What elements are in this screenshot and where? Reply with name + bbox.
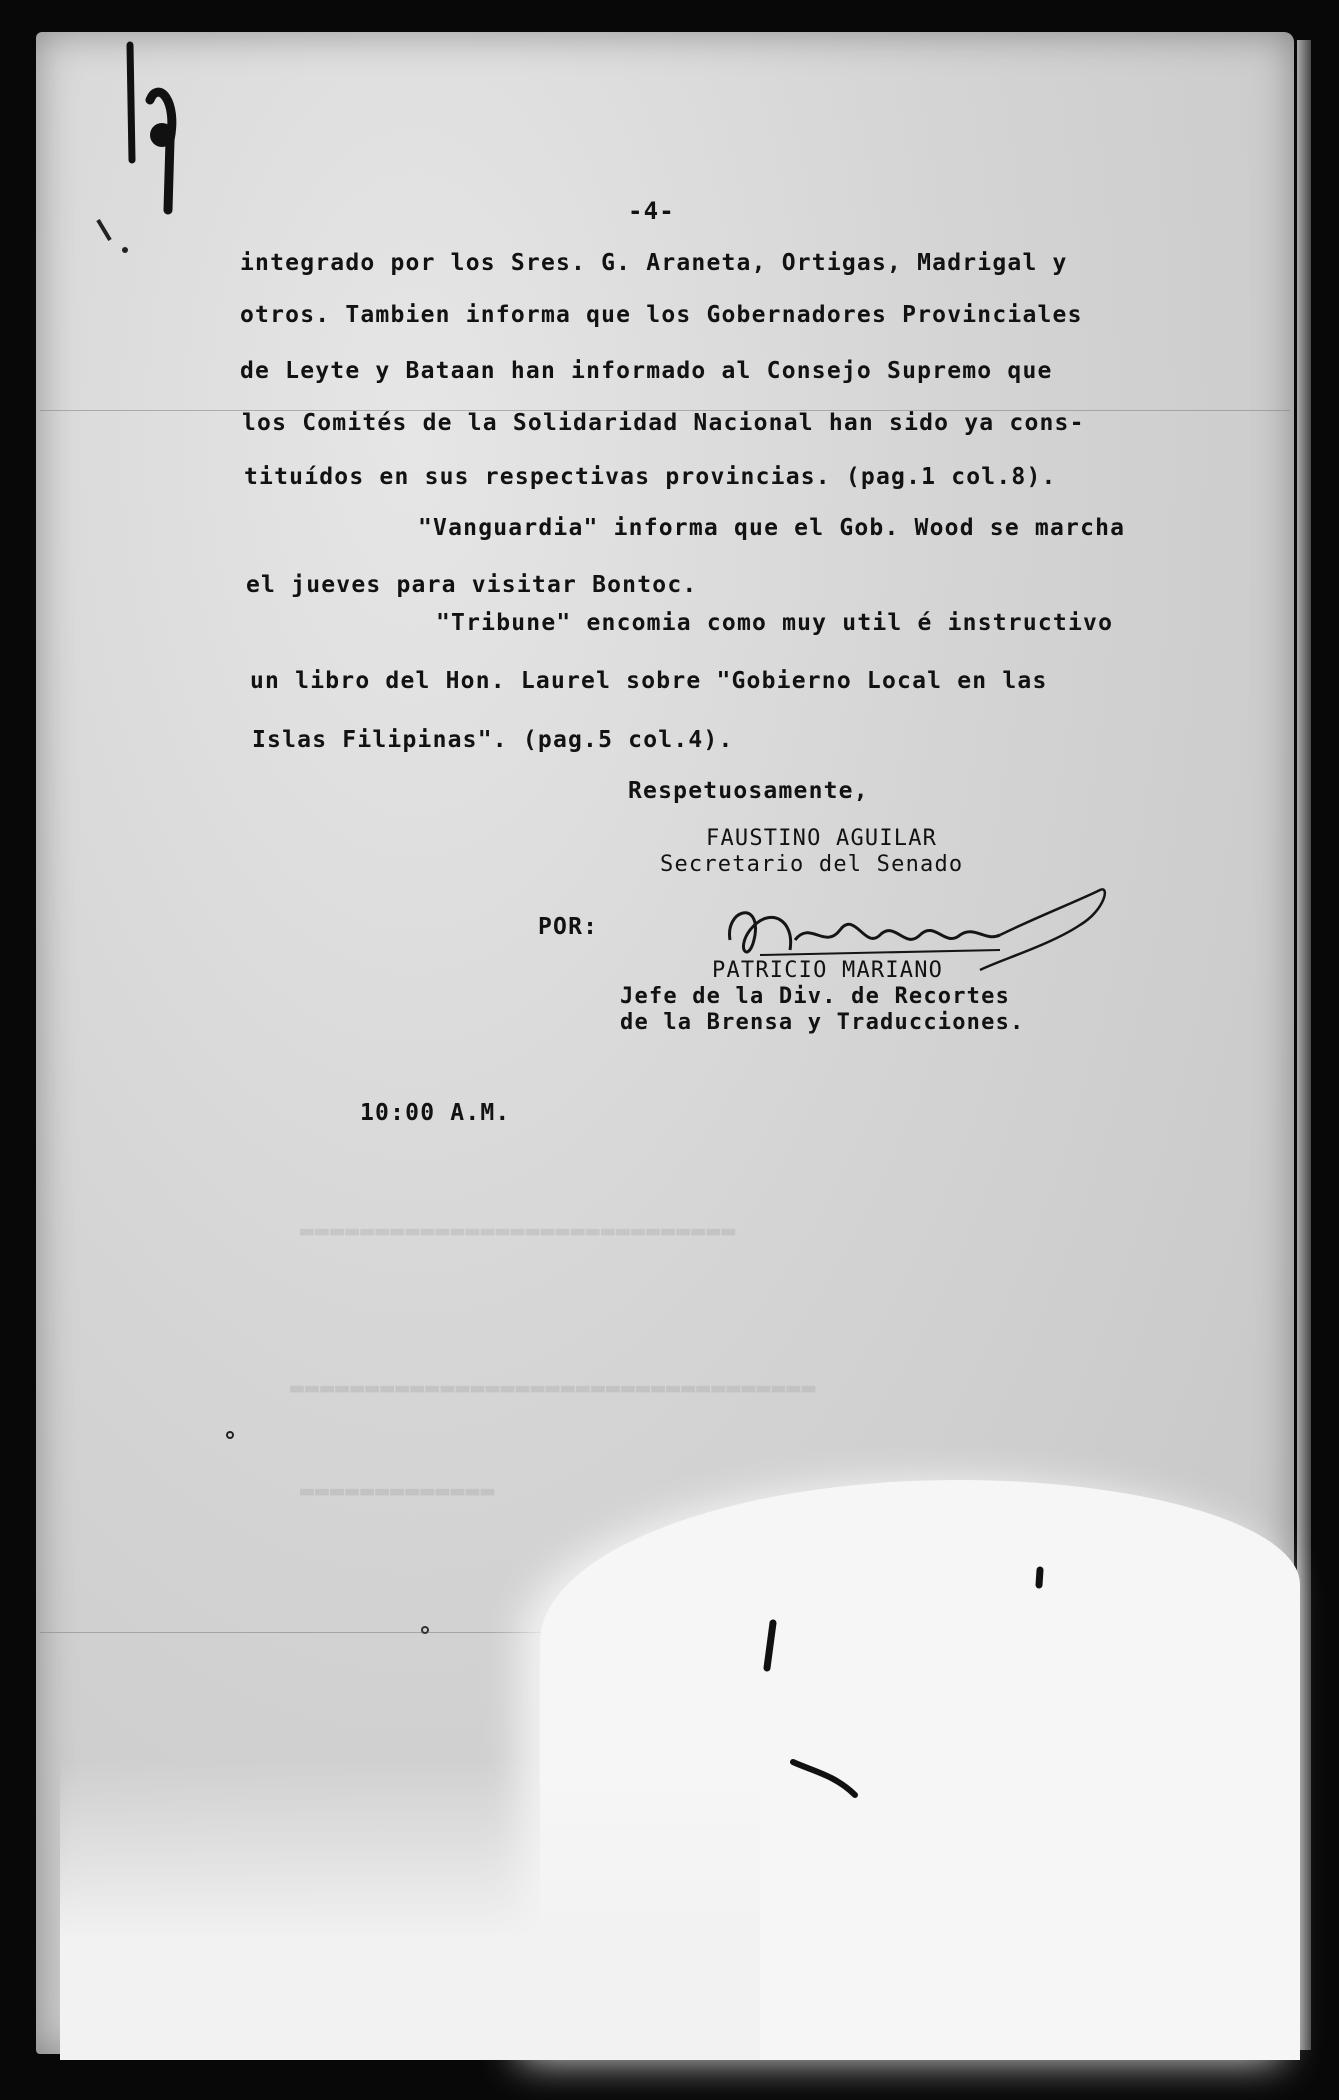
body-line: "Vanguardia" informa que el Gob. Wood se marcha <box>418 515 1126 541</box>
body-line: los Comités de la Solidaridad Nacional han sido ya cons- <box>242 410 1085 436</box>
por-label: POR: <box>538 914 599 940</box>
body-line: otros. Tambien informa que los Gobernadores Provinciales <box>240 302 1083 328</box>
paper-light-patch <box>60 1760 760 2060</box>
body-line: de Leyte y Bataan han informado al Consejo Supremo que <box>240 358 1053 384</box>
closing-salutation: Respetuosamente, <box>628 778 869 804</box>
body-line: "Tribune" encomia como muy util é instructivo <box>436 610 1114 636</box>
speck-mark <box>415 1620 435 1640</box>
ink-stroke-mark <box>755 1618 785 1678</box>
body-line: Islas Filipinas". (pag.5 col.4). <box>252 727 734 753</box>
time-stamp: 10:00 A.M. <box>360 1100 511 1126</box>
bleed-through-mark: ▬▬▬▬▬▬▬▬▬▬▬▬▬ <box>300 1478 496 1504</box>
ink-stroke-mark <box>785 1750 865 1810</box>
bleed-through-mark: ▬▬▬▬▬▬▬▬▬▬▬▬▬▬▬▬▬▬▬▬▬▬▬▬▬▬▬▬▬▬▬▬▬▬▬ <box>290 1375 817 1401</box>
page-number: -4- <box>628 197 675 225</box>
body-line: integrado por los Sres. G. Araneta, Ortigas, Madrigal y <box>240 250 1068 276</box>
agent-title-line: de la Brensa y Traducciones. <box>620 1010 1025 1035</box>
signer-title: Secretario del Senado <box>660 852 964 877</box>
body-line: tituídos en sus respectivas provincias. (pag.1 col.8). <box>244 464 1057 490</box>
agent-title-line: Jefe de la Div. de Recortes <box>620 984 1011 1009</box>
bleed-through-mark: ▬▬▬▬▬▬▬▬▬▬▬▬▬▬▬▬▬▬▬▬▬▬▬▬▬▬▬▬▬ <box>300 1218 737 1244</box>
ink-stroke-mark <box>1030 1565 1050 1595</box>
signer-name: FAUSTINO AGUILAR <box>706 826 938 851</box>
binding-ink-marks <box>80 40 200 260</box>
speck-mark <box>220 1425 240 1445</box>
agent-name: PATRICIO MARIANO <box>712 958 944 983</box>
body-line: un libro del Hon. Laurel sobre "Gobierno Local en las <box>250 668 1048 694</box>
body-line: el jueves para visitar Bontoc. <box>246 572 698 598</box>
